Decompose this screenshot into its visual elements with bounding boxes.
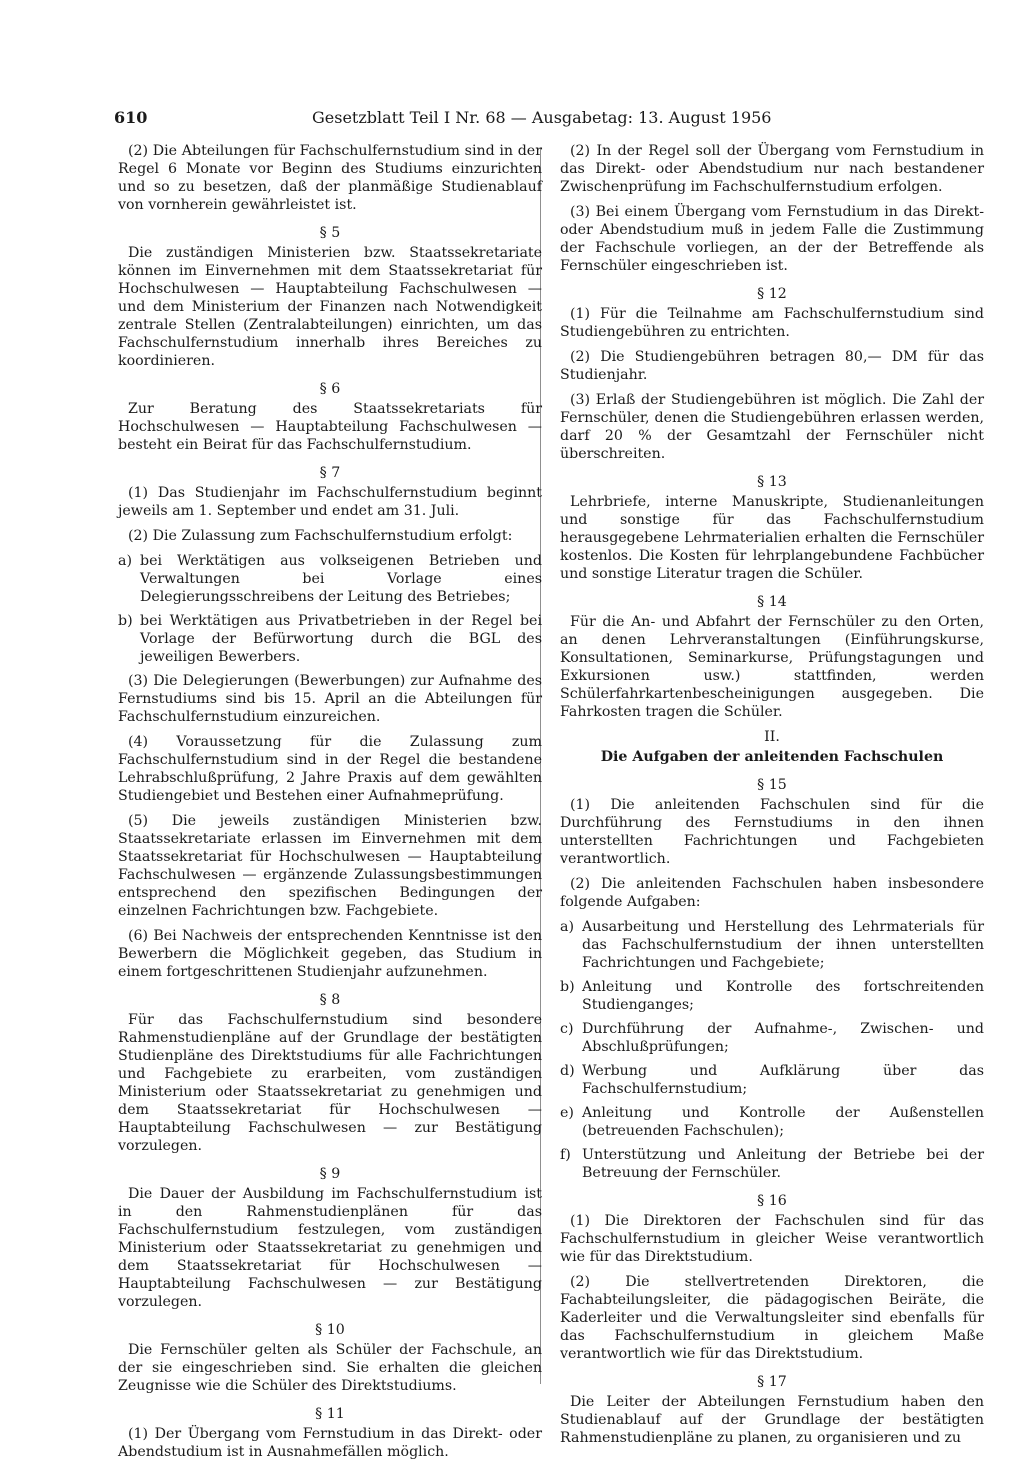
list-item [560,1104,984,1140]
page-header [114,104,798,132]
list-label: b) [560,979,575,995]
section-heading-16: § 16 [757,1193,787,1209]
list-label: c) [560,1021,574,1037]
section-heading-13: § 13 [757,474,787,490]
paragraph: (5) Die jeweils zuständigen Ministerien bzw. Staatssekretariate erlassen im Einvernehmen mit dem Staatssekretariat für Hochschulwesen — Hauptabteilung Fachschulwesen — ergänzende Zulassungsbestimmungen entsprechend den spezifischen Bedingungen der einzelnen Fachrichtungen bzw. Fachgebiete. [118,813,542,919]
list-text: bei Werktätigen aus volkseigenen Betrieben und Verwaltungen bei Vorlage eines Delegierungsschreibens der Leitung des Betriebes; [140,553,542,605]
paragraph: (2) Die stellvertretenden Direktoren, die Fachabteilungsleiter, die pädagogischen Beiräte, die Kaderleiter und die Verwaltungsleiter sind ebenfalls für das Fachschulfernstudium in gleichem Maße verantwortlich wie für das Direktstudium. [560,1274,984,1362]
list-item [560,1062,984,1098]
paragraph: (1) Die Direktoren der Fachschulen sind für das Fachschulfernstudium in gleicher Weise verantwortlich wie für das Direktstudium. [560,1213,984,1265]
paragraph: (2) Die Zulassung zum Fachschulfernstudium erfolgt: [128,528,513,544]
gazette-title: Gesetzblatt Teil I Nr. 68 — Ausgabetag: 13. August 1956 [312,108,772,127]
paragraph: (1) Für die Teilnahme am Fachschulfernstudium sind Studiengebühren zu entrichten. [560,306,984,340]
list-item [560,1020,984,1056]
section-heading-10: § 10 [315,1322,345,1338]
paragraph: (3) Erlaß der Studiengebühren ist möglich. Die Zahl der Fernschüler, denen die Studiengebühren erlassen werden, darf 20 % der Gesamtzahl der Fernschüler nicht überschreiten. [560,392,984,462]
list-label: b) [118,613,133,629]
paragraph: (1) Die anleitenden Fachschulen sind für die Durchführung des Fernstudiums in den ihnen unterstellten Fachrichtungen und Fachgebieten verantwortlich. [560,797,984,867]
list-item [560,918,984,972]
list-label: e) [560,1105,574,1121]
section-heading-11: § 11 [315,1406,345,1422]
section-heading-5: § 5 [319,225,341,241]
paragraph: Die Dauer der Ausbildung im Fachschulfernstudium ist in den Rahmenstudienplänen für das Fachschulfernstudium festzulegen, vom zuständigen Ministerium oder Staatssekretariat zu genehmigen und dem Staatssekretariat für Hochschulwesen — Hauptabteilung Fachschulwesen — zur Bestätigung vorzulegen. [118,1186,542,1310]
paragraph: (4) Voraussetzung für die Zulassung zum Fachschulfernstudium sind in der Regel die bestandene Lehrabschlußprüfung, 2 Jahre Praxis auf dem gewählten Studiengebiet und Bestehen einer Aufnahmeprüfung. [118,734,542,804]
paragraph: (2) In der Regel soll der Übergang vom Fernstudium in das Direkt- oder Abendstudium nur nach bestandener Zwischenprüfung im Fachschulfernstudium erfolgen. [560,143,984,195]
paragraph: Die zuständigen Ministerien bzw. Staatssekretariate können im Einvernehmen mit dem Staatssekretariat für Hochschulwesen — Hauptabteilung Fachschulwesen — und dem Ministerium der Finanzen nach Notwendigkeit zentrale Stellen (Zentralabteilungen) einrichten, um das Fachschulfernstudium innerhalb ihres Bereiches zu koordinieren. [118,245,542,369]
paragraph: Lehrbriefe, interne Manuskripte, Studienanleitungen und sonstige für das Fachschulfernstudium herausgegebene Lehrmaterialien erhalten die Fernschüler kostenlos. Die Kosten für lehrplangebundene Fachbücher und sonstige Literatur tragen die Schüler. [560,494,984,582]
list-item [118,552,542,606]
paragraph: (2) Die Studiengebühren betragen 80,— DM für das Studienjahr. [560,349,984,383]
part-number: II. [764,729,780,745]
section-heading-15: § 15 [757,777,787,793]
paragraph: Zur Beratung des Staatssekretariats für Hochschulwesen — Hauptabteilung Fachschulwesen — besteht ein Beirat für das Fachschulfernstudium. [118,401,542,453]
list-item [560,978,984,1014]
list-label: a) [560,919,574,935]
list-text: Anleitung und Kontrolle des fortschreitenden Studienganges; [582,979,984,1013]
part-title: Die Aufgaben der anleitenden Fachschulen [600,749,944,765]
left-column [118,142,542,1468]
paragraph: Für das Fachschulfernstudium sind besondere Rahmenstudienpläne auf der Grundlage der bestätigten Studienpläne des Direktstudiums für alle Fachrichtungen und Fachgebiete zu erarbeiten, vom zuständigen Ministerium oder Staatssekretariat zu genehmigen und dem Staatssekretariat für Hochschulwesen — Hauptabteilung Fachschulwesen — zur Bestätigung vorzulegen. [118,1012,542,1154]
right-column [560,142,984,1454]
paragraph: (6) Bei Nachweis der entsprechenden Kenntnisse ist den Bewerbern die Möglichkeit gegeben, das Studium in einem fortgeschrittenen Studienjahr aufzunehmen. [118,928,542,980]
list-text: bei Werktätigen aus Privatbetrieben in der Regel bei Vorlage der Befürwortung durch die BGL des jeweiligen Bewerbers. [140,613,542,665]
page-number: 610 [114,108,148,127]
list-label: d) [560,1063,575,1079]
list-item [560,1146,984,1182]
section-heading-7: § 7 [319,465,341,481]
section-heading-17: § 17 [757,1374,787,1390]
list-text: Anleitung und Kontrolle der Außenstellen (betreuenden Fachschulen); [582,1105,984,1139]
list-text: Werbung und Aufklärung über das Fachschulfernstudium; [582,1063,984,1097]
paragraph: (3) Bei einem Übergang vom Fernstudium in das Direkt- oder Abendstudium muß in jedem Falle die Zustimmung der Fachschule vorliegen, an der der Betreffende als Fernschüler eingeschrieben ist. [560,204,984,274]
section-heading-8: § 8 [319,992,341,1008]
paragraph: Die Fernschüler gelten als Schüler der Fachschule, an der sie eingeschrieben sind. Sie erhalten die gleichen Zeugnisse wie die Schüler des Direktstudiums. [118,1342,542,1394]
paragraph: (2) Die Abteilungen für Fachschulfernstudium sind in der Regel 6 Monate vor Beginn des Studiums einzurichten und so zu besetzen, daß der planmäßige Studienablauf von vornherein gewährleistet ist. [118,143,542,213]
section-heading-6: § 6 [319,381,341,397]
paragraph: Die Leiter der Abteilungen Fernstudium haben den Studienablauf auf der Grundlage der bestätigten Rahmenstudienpläne zu planen, zu organisieren und zu [560,1394,984,1446]
list-text: Durchführung der Aufnahme-, Zwischen- und Abschlußprüfungen; [582,1021,984,1055]
paragraph: (1) Der Übergang vom Fernstudium in das Direkt- oder Abendstudium ist in Ausnahmefällen möglich. [118,1426,542,1460]
section-heading-9: § 9 [319,1166,341,1182]
section-heading-12: § 12 [757,286,787,302]
paragraph: Für die An- und Abfahrt der Fernschüler zu den Orten, an denen Lehrveranstaltungen (Einführungskurse, Konsultationen, Seminarkurse, Prüfungstagungen und Exkursionen usw.) stattfinden, werden Schülerfahrkartenbescheinigungen ausgegeben. Die Fahrkosten tragen die Schüler. [560,614,984,720]
list-item [118,612,542,666]
section-heading-14: § 14 [757,594,787,610]
list-label: a) [118,553,132,569]
paragraph: (1) Das Studienjahr im Fachschulfernstudium beginnt jeweils am 1. September und endet am 31. Juli. [118,485,542,519]
list-text: Ausarbeitung und Herstellung des Lehrmaterials für das Fachschulfernstudium der ihnen unterstellten Fachrichtungen und Fachgebiete; [582,919,984,971]
list-label: f) [560,1147,571,1163]
paragraph: (3) Die Delegierungen (Bewerbungen) zur Aufnahme des Fernstudiums sind bis 15. April an die Abteilungen für Fachschulfernstudium einzureichen. [118,673,542,725]
paragraph: (2) Die anleitenden Fachschulen haben insbesondere folgende Aufgaben: [560,876,984,910]
list-text: Unterstützung und Anleitung der Betriebe bei der Betreuung der Fernschüler. [582,1147,984,1181]
